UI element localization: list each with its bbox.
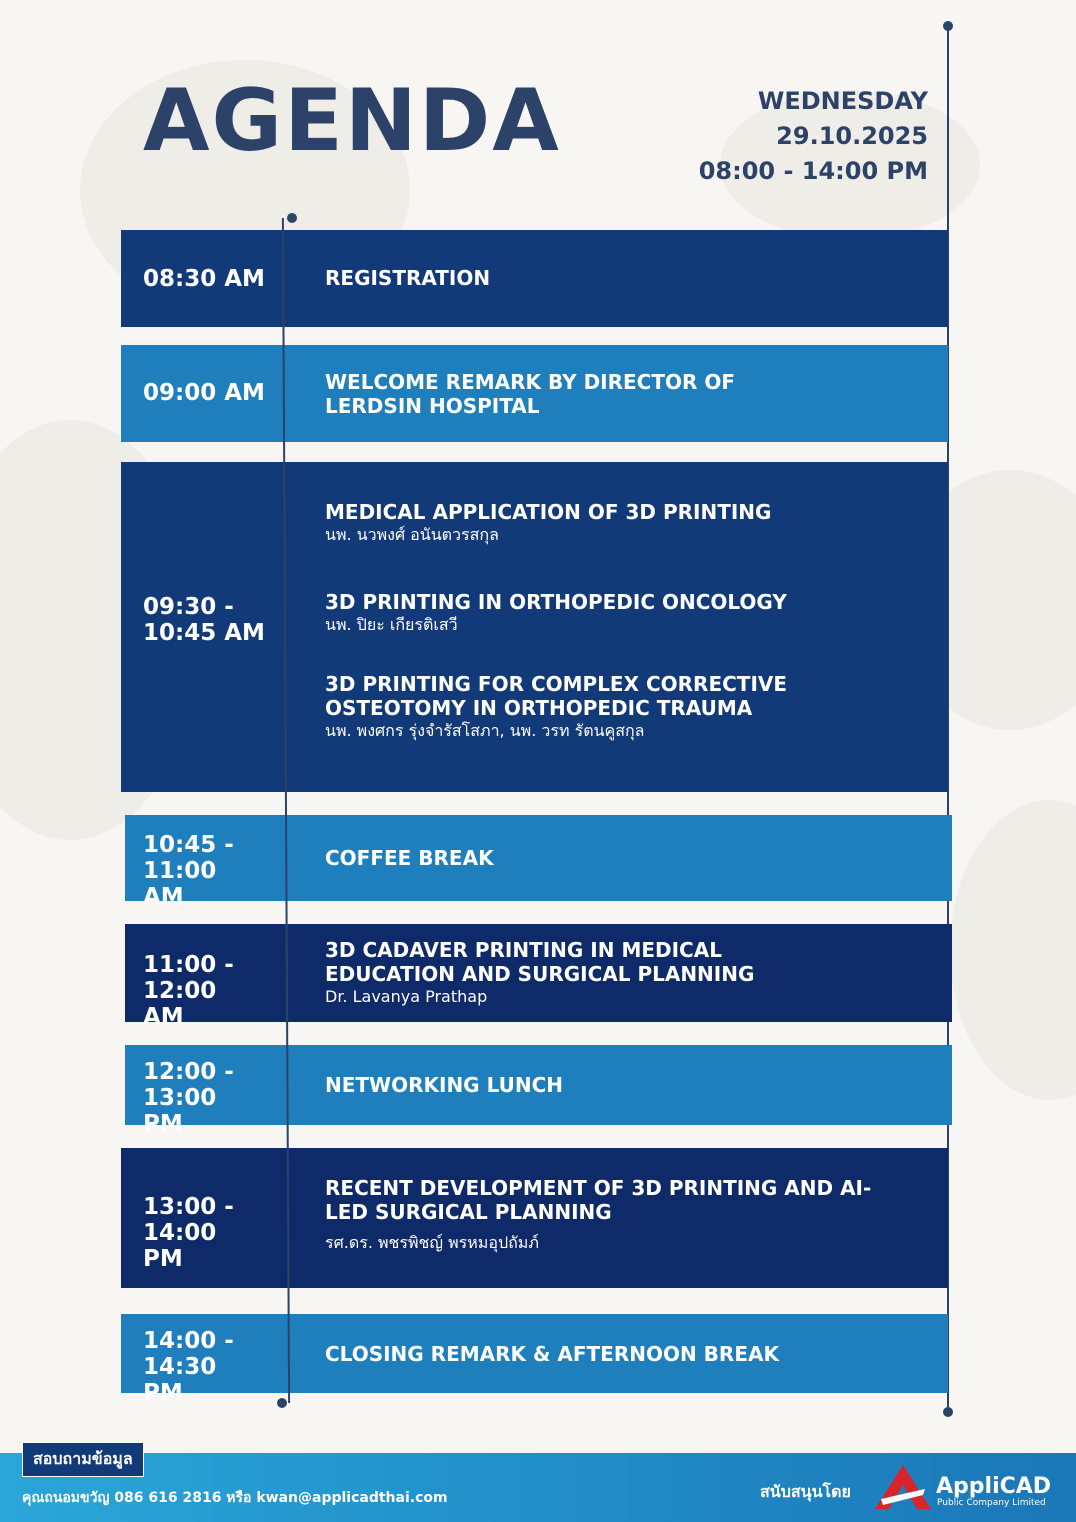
page-title: AGENDA — [143, 71, 561, 171]
agenda-row — [121, 1314, 948, 1406]
agenda-time: 08:30 AM — [143, 266, 265, 292]
agenda-speaker: นพ. ปิยะ เกียรติเสวี — [325, 615, 458, 634]
agenda-row — [121, 462, 948, 792]
agenda-time: 14:00 - 14:30 PM — [143, 1328, 234, 1406]
agenda-title: RECENT DEVELOPMENT OF 3D PRINTING AND AI-LED SURGICAL PLANNING — [325, 1176, 872, 1224]
event-day: WEDNESDAY — [757, 87, 928, 115]
agenda-time: 09:30 - 10:45 AM — [143, 594, 265, 646]
agenda-row — [121, 1148, 948, 1288]
agenda-speaker: นพ. นวพงศ์ อนันตวรสกุล — [325, 525, 499, 544]
agenda-row — [125, 924, 952, 1030]
agenda-time: 12:00 - 13:00 PM — [143, 1059, 234, 1137]
agenda-title: 3D PRINTING IN ORTHOPEDIC ONCOLOGY — [325, 590, 787, 614]
contact-info: คุณถนอมขวัญ 086 616 2816 หรือ kwan@applicadthai.com — [22, 1490, 448, 1506]
agenda-speaker: นพ. พงศกร รุ่งจำรัสโสภา, นพ. วรท รัตนคูสกุล — [325, 721, 645, 740]
agenda-title: CLOSING REMARK & AFTERNOON BREAK — [325, 1342, 779, 1366]
agenda-topic — [325, 938, 765, 1008]
agenda-topic — [325, 370, 745, 418]
agenda-row — [125, 815, 952, 910]
agenda-topic — [325, 1073, 922, 1097]
agenda-time: 09:00 AM — [143, 380, 265, 406]
agenda-topic — [325, 500, 918, 742]
agenda-row — [121, 345, 948, 442]
agenda-title: MEDICAL APPLICATION OF 3D PRINTING — [325, 500, 772, 524]
agenda-speaker: Dr. Lavanya Prathap — [325, 987, 488, 1006]
agenda-title: 3D PRINTING FOR COMPLEX CORRECTIVE OSTEOTOMY IN ORTHOPEDIC TRAUMA — [325, 672, 788, 720]
agenda-title: COFFEE BREAK — [325, 846, 494, 870]
event-date: 29.10.2025 — [776, 122, 928, 150]
agenda-topic — [325, 266, 918, 290]
timeline-dot — [943, 1407, 953, 1417]
agenda-speaker: รศ.ดร. พชรพิชญ์ พรหมอุปถัมภ์ — [325, 1233, 539, 1252]
agenda-title: REGISTRATION — [325, 266, 491, 290]
agenda-row — [121, 230, 948, 327]
agenda-title: WELCOME REMARK BY DIRECTOR OF LERDSIN HOSPITAL — [325, 370, 736, 418]
agenda-topic — [325, 846, 922, 870]
sponsor-label: สนับสนุนโดย — [760, 1482, 851, 1501]
event-time-range: 08:00 - 14:00 PM — [698, 157, 928, 185]
agenda-time: 11:00 - 12:00 AM — [143, 952, 234, 1030]
contact-label: สอบถามข้อมูล — [22, 1442, 144, 1477]
timeline-dot — [287, 213, 297, 223]
agenda-time: 10:45 - 11:00 AM — [143, 832, 234, 910]
agenda-row — [125, 1045, 952, 1137]
agenda-title: NETWORKING LUNCH — [325, 1073, 563, 1097]
timeline-dot — [943, 21, 953, 31]
background-shape — [950, 800, 1076, 1100]
event-date-block — [699, 84, 928, 189]
logo-subtitle: Public Company Limited — [937, 1498, 1046, 1508]
logo-name: AppliCAD — [936, 1474, 1052, 1499]
agenda-topic — [325, 1342, 918, 1366]
agenda-topic — [325, 1176, 905, 1254]
agenda-time: 13:00 - 14:00 PM — [143, 1194, 234, 1272]
applicad-logo-icon — [873, 1463, 933, 1511]
agenda-title: 3D CADAVER PRINTING IN MEDICAL EDUCATION AND SURGICAL PLANNING — [325, 938, 755, 986]
timeline-dot — [277, 1398, 287, 1408]
